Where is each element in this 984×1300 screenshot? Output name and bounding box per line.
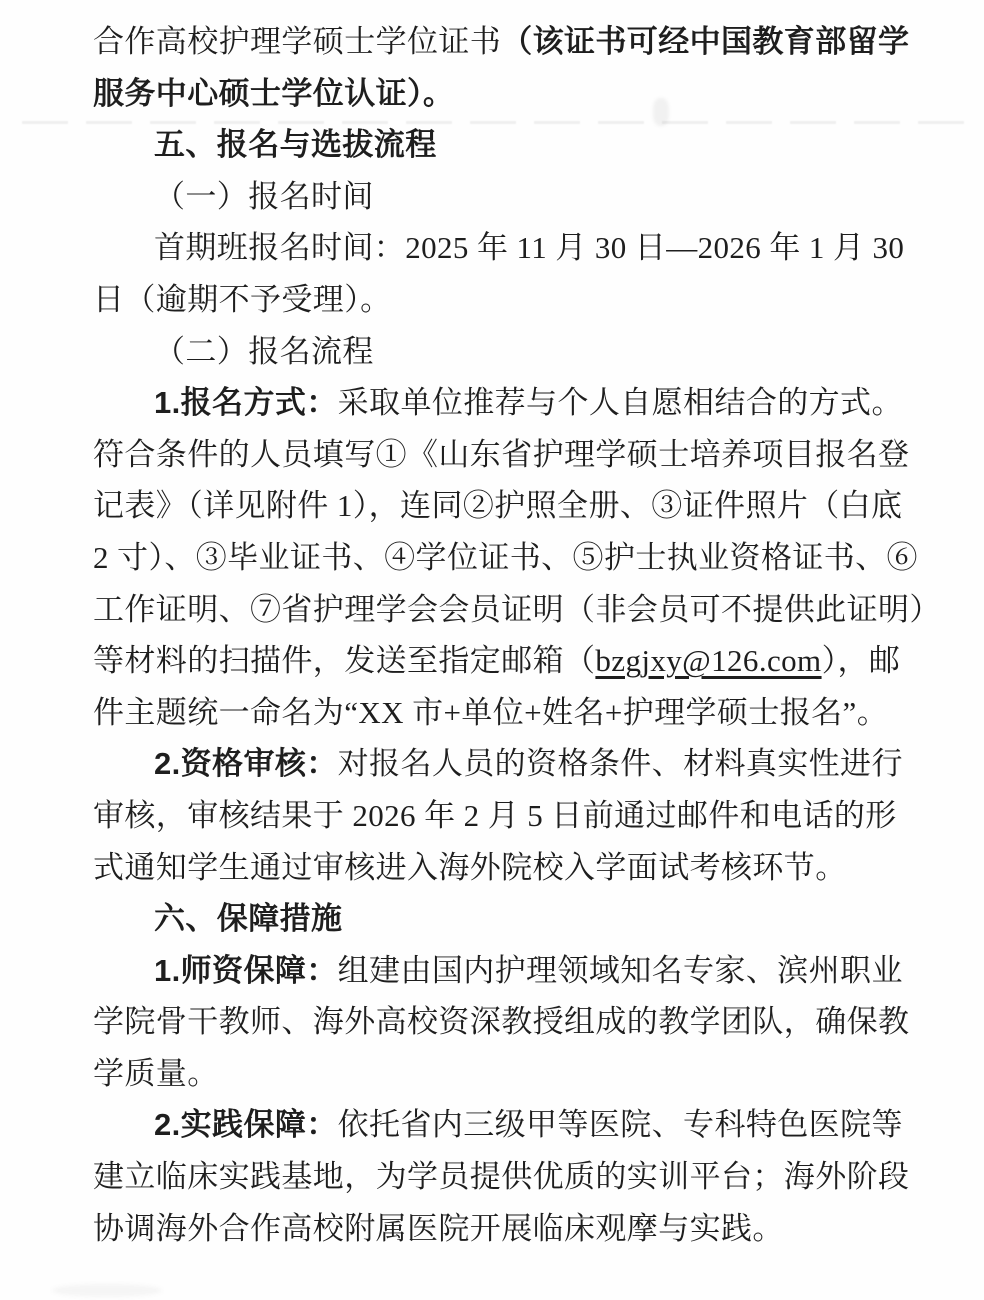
text-segment: 合作高校护理学硕士学位证书 <box>93 24 502 59</box>
text-line <box>93 687 895 739</box>
text-segment: （该证书可经中国教育部留学 <box>501 24 910 59</box>
text-line <box>93 635 901 687</box>
text-line <box>93 842 895 894</box>
text-segment: 对报名人员的资格条件、材料真实性进行 <box>337 746 903 782</box>
text-line <box>93 222 905 274</box>
text-segment: 首期班报名时间：2025 年 11 月 30 日—2026 年 1 月 30 <box>154 230 905 266</box>
text-segment: 等材料的扫描件，发送至指定邮箱（ <box>93 643 596 679</box>
item-label: 2.实践保障： <box>154 1107 338 1143</box>
subsection-heading-1: （一）报名时间 <box>154 178 374 214</box>
text-line <box>93 532 918 584</box>
text-line <box>93 996 910 1048</box>
text-segment: 2 寸）、③毕业证书、④学位证书、⑤护士执业资格证书、⑥ <box>93 539 918 575</box>
text-line <box>93 171 895 223</box>
text-line <box>93 1048 895 1100</box>
text-segment: 件主题统一命名为“XX 市+单位+姓名+护理学硕士报名”。 <box>93 694 889 730</box>
document-body <box>93 16 941 1254</box>
text-segment: 依托省内三级甲等医院、专科特色医院等 <box>337 1107 903 1143</box>
text-line <box>93 1203 895 1255</box>
text-line <box>93 584 941 636</box>
text-segment: 采取单位推荐与个人自愿相结合的方式。 <box>337 385 903 421</box>
scan-artifact-smudge <box>52 1284 162 1297</box>
text-line <box>93 274 895 326</box>
text-line <box>93 16 910 68</box>
text-segment: 建立临床实践基地，为学员提供优质的实训平台；海外阶段 <box>93 1159 910 1195</box>
text-segment: ），邮 <box>821 643 901 679</box>
item-label: 1.报名方式： <box>154 385 338 421</box>
text-line <box>93 326 895 378</box>
text-line <box>93 480 903 532</box>
text-line <box>93 429 910 481</box>
text-line <box>93 377 903 429</box>
text-line <box>93 738 903 790</box>
item-label: 1.师资保障： <box>154 952 338 988</box>
section-heading-6: 六、保障措施 <box>154 901 343 937</box>
text-segment: 工作证明、⑦省护理学会会员证明（非会员可不提供此证明） <box>93 591 941 627</box>
section-heading-5: 五、报名与选拔流程 <box>154 127 437 163</box>
text-segment: 记表》（详见附件 1），连同②护照全册、③证件照片（白底 <box>93 488 903 524</box>
text-segment: 服务中心硕士学位认证）。 <box>93 75 455 111</box>
text-line <box>93 1099 903 1151</box>
text-segment: 符合条件的人员填写①《山东省护理学硕士培养项目报名登 <box>93 436 910 472</box>
text-line <box>93 1151 910 1203</box>
text-segment: 学质量。 <box>93 1055 219 1091</box>
text-segment: 日（逾期不予受理）。 <box>93 281 392 317</box>
text-line <box>93 790 895 842</box>
text-line <box>93 945 903 997</box>
item-label: 2.资格审核： <box>154 746 338 782</box>
subsection-heading-2: （二）报名流程 <box>154 333 374 369</box>
email-address: bzgjxy@126.com <box>595 643 822 679</box>
text-segment: 学院骨干教师、海外高校资深教授组成的教学团队，确保教 <box>93 1004 910 1040</box>
text-segment: 审核，审核结果于 2026 年 2 月 5 日前通过邮件和电话的形 <box>93 797 897 833</box>
text-segment: 协调海外合作高校附属医院开展临床观摩与实践。 <box>93 1210 784 1246</box>
text-segment: 组建由国内护理领域知名专家、滨州职业 <box>337 952 903 988</box>
text-line <box>93 119 895 171</box>
text-line <box>93 68 895 120</box>
text-segment: 式通知学生通过审核进入海外院校入学面试考核环节。 <box>93 849 847 885</box>
text-line <box>93 893 895 945</box>
